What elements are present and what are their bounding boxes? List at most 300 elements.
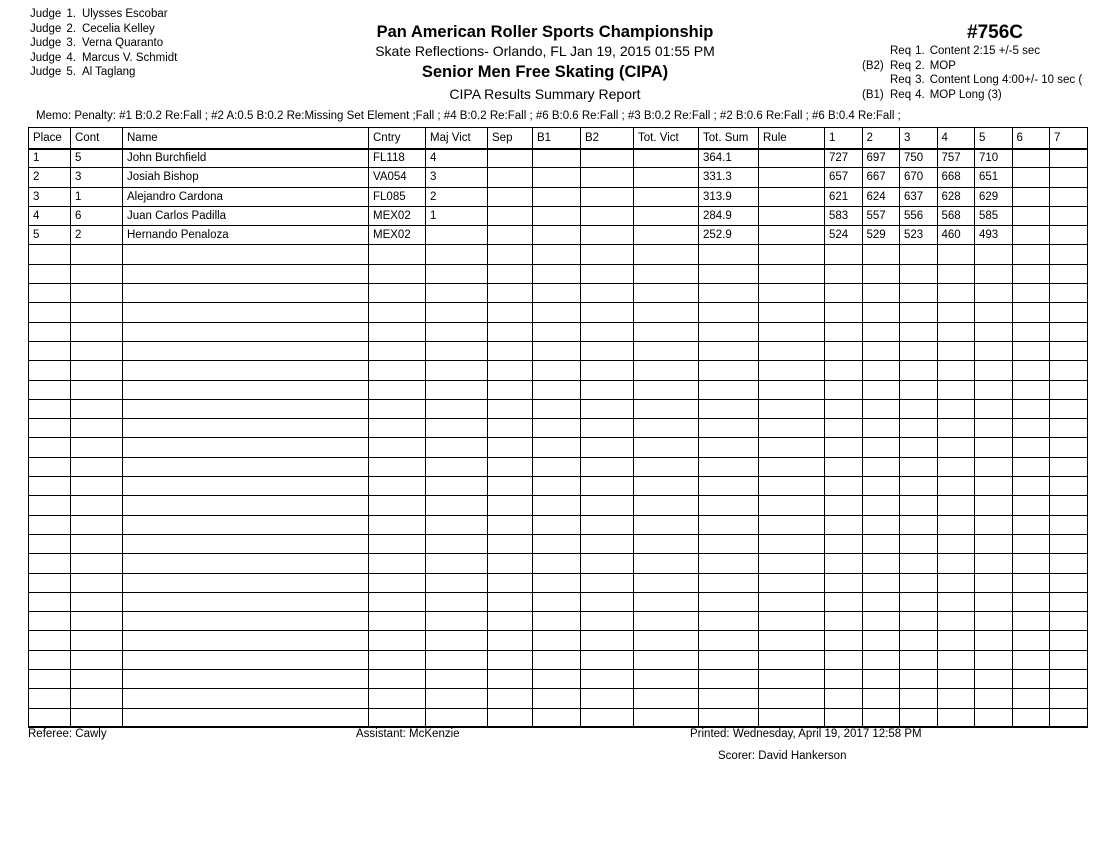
cell-empty xyxy=(123,380,369,399)
judge-number: 1. xyxy=(66,8,76,20)
cell-judge-score-2: 557 xyxy=(862,206,900,225)
cell-empty xyxy=(71,361,123,380)
cell-empty xyxy=(759,457,825,476)
cell-empty xyxy=(123,477,369,496)
cell-empty xyxy=(759,438,825,457)
cell-empty xyxy=(699,419,759,438)
cell-empty xyxy=(488,592,533,611)
cell-empty xyxy=(123,341,369,360)
cell-empty xyxy=(71,612,123,631)
cell-empty xyxy=(634,361,699,380)
cell-empty xyxy=(426,650,488,669)
cell-empty xyxy=(369,457,426,476)
cell-empty xyxy=(699,554,759,573)
column-header-5: 5 xyxy=(975,128,1013,149)
table-row xyxy=(29,149,1088,168)
cell-empty xyxy=(1050,612,1088,631)
cell-empty xyxy=(1050,670,1088,689)
cell-judge-score-5: 710 xyxy=(975,149,1013,168)
cell-empty xyxy=(699,515,759,534)
cell-judge-score-4: 668 xyxy=(937,168,975,187)
cell-empty xyxy=(488,322,533,341)
cell-judge-score-4: 460 xyxy=(937,226,975,245)
cell-empty xyxy=(369,322,426,341)
cell-judge-score-7 xyxy=(1050,149,1088,168)
cell-empty xyxy=(825,322,863,341)
cell-empty xyxy=(862,496,900,515)
cell-empty xyxy=(900,303,938,322)
cell-empty xyxy=(1050,515,1088,534)
cell-empty xyxy=(71,457,123,476)
cell-empty xyxy=(1050,573,1088,592)
cell-empty xyxy=(975,477,1013,496)
cell-cont: 3 xyxy=(71,168,123,187)
cell-empty xyxy=(426,515,488,534)
cell-empty xyxy=(123,419,369,438)
cell-empty xyxy=(759,708,825,727)
cell-empty xyxy=(825,419,863,438)
cell-maj-vict: 1 xyxy=(426,206,488,225)
cell-sep xyxy=(488,226,533,245)
cell-judge-score-5: 493 xyxy=(975,226,1013,245)
table-row-empty xyxy=(29,264,1088,283)
cell-empty xyxy=(29,380,71,399)
cell-judge-score-6 xyxy=(1012,226,1050,245)
cell-empty xyxy=(581,554,634,573)
cell-empty xyxy=(533,573,581,592)
cell-empty xyxy=(975,554,1013,573)
cell-empty xyxy=(975,341,1013,360)
cell-empty xyxy=(1050,554,1088,573)
column-header-2: 2 xyxy=(862,128,900,149)
cell-empty xyxy=(825,689,863,708)
cell-empty xyxy=(1012,303,1050,322)
cell-empty xyxy=(123,554,369,573)
cell-empty xyxy=(581,496,634,515)
column-header-3: 3 xyxy=(900,128,938,149)
cell-empty xyxy=(900,341,938,360)
table-row-empty xyxy=(29,380,1088,399)
cell-empty xyxy=(533,457,581,476)
cell-empty xyxy=(29,361,71,380)
cell-empty xyxy=(123,650,369,669)
cell-empty xyxy=(29,496,71,515)
requirement-text: MOP xyxy=(929,59,956,72)
cell-empty xyxy=(900,322,938,341)
cell-empty xyxy=(123,573,369,592)
cell-empty xyxy=(29,573,71,592)
cell-empty xyxy=(369,515,426,534)
results-table-body xyxy=(29,149,1088,728)
cell-empty xyxy=(123,322,369,341)
cell-judge-score-6 xyxy=(1012,168,1050,187)
cell-empty xyxy=(369,612,426,631)
cell-empty xyxy=(533,496,581,515)
cell-empty xyxy=(1050,341,1088,360)
cell-empty xyxy=(1050,631,1088,650)
cell-empty xyxy=(1050,284,1088,303)
cell-empty xyxy=(900,689,938,708)
cell-empty xyxy=(862,361,900,380)
judge-number: 2. xyxy=(66,22,76,35)
table-row-empty xyxy=(29,708,1088,727)
cell-empty xyxy=(369,438,426,457)
cell-empty xyxy=(123,245,369,264)
cell-empty xyxy=(29,341,71,360)
table-row-empty xyxy=(29,419,1088,438)
cell-empty xyxy=(862,284,900,303)
table-row-empty xyxy=(29,612,1088,631)
cell-empty xyxy=(426,341,488,360)
cell-empty xyxy=(581,399,634,418)
cell-empty xyxy=(426,670,488,689)
cell-empty xyxy=(29,689,71,708)
cell-empty xyxy=(699,708,759,727)
cell-empty xyxy=(71,264,123,283)
cell-empty xyxy=(699,496,759,515)
cell-empty xyxy=(825,515,863,534)
cell-empty xyxy=(937,264,975,283)
cell-empty xyxy=(900,650,938,669)
cell-judge-score-2: 697 xyxy=(862,149,900,168)
memo-line: Memo: Penalty: #1 B:0.2 Re:Fall ; #2 A:0.5 B:0.2 Re:Missing Set Element ;Fall ; #4 B:0.2 Re:Fall ; #6 B:0.6 Re:Fall ; #3 B:0.2 Re:Fall ; #2 B:0.6 Re:Fall ; #6 B:0.4 Re:Fall ; xyxy=(36,110,901,122)
cell-empty xyxy=(426,399,488,418)
requirement-entry xyxy=(862,59,1100,74)
cell-empty xyxy=(29,592,71,611)
column-header-4: 4 xyxy=(937,128,975,149)
cell-sep xyxy=(488,149,533,168)
cell-empty xyxy=(71,573,123,592)
cell-name: John Burchfield xyxy=(123,149,369,168)
cell-place: 5 xyxy=(29,226,71,245)
cell-judge-score-6 xyxy=(1012,187,1050,206)
cell-empty xyxy=(369,534,426,553)
judge-entry xyxy=(30,51,330,66)
judge-name: Al Taglang xyxy=(81,66,136,79)
cell-cntry: FL085 xyxy=(369,187,426,206)
cell-empty xyxy=(975,631,1013,650)
cell-empty xyxy=(862,438,900,457)
footer-printed: Printed: Wednesday, April 19, 2017 12:58 PM xyxy=(690,728,922,740)
cell-empty xyxy=(634,612,699,631)
cell-empty xyxy=(488,264,533,283)
cell-empty xyxy=(634,592,699,611)
cell-empty xyxy=(488,341,533,360)
cell-empty xyxy=(71,399,123,418)
cell-empty xyxy=(369,245,426,264)
cell-empty xyxy=(699,477,759,496)
cell-empty xyxy=(533,264,581,283)
cell-empty xyxy=(1012,650,1050,669)
cell-empty xyxy=(123,399,369,418)
cell-empty xyxy=(862,322,900,341)
cell-empty xyxy=(71,631,123,650)
cell-empty xyxy=(533,612,581,631)
cell-rule xyxy=(759,226,825,245)
cell-empty xyxy=(862,457,900,476)
cell-empty xyxy=(862,245,900,264)
cell-b2 xyxy=(581,226,634,245)
cell-empty xyxy=(533,419,581,438)
cell-empty xyxy=(699,573,759,592)
cell-empty xyxy=(699,438,759,457)
requirement-bonus-tag: (B1) xyxy=(862,88,884,101)
cell-empty xyxy=(699,399,759,418)
cell-empty xyxy=(975,245,1013,264)
cell-empty xyxy=(488,496,533,515)
cell-empty xyxy=(369,477,426,496)
cell-empty xyxy=(533,670,581,689)
cell-empty xyxy=(533,477,581,496)
cell-empty xyxy=(862,380,900,399)
judges-panel xyxy=(30,7,330,80)
cell-empty xyxy=(862,650,900,669)
cell-empty xyxy=(825,708,863,727)
cell-name: Juan Carlos Padilla xyxy=(123,206,369,225)
cell-empty xyxy=(426,477,488,496)
cell-empty xyxy=(29,650,71,669)
requirement-number: 4. xyxy=(915,88,925,101)
judge-entry xyxy=(30,65,330,80)
cell-empty xyxy=(699,689,759,708)
cell-empty xyxy=(975,573,1013,592)
cell-empty xyxy=(1050,457,1088,476)
cell-empty xyxy=(581,534,634,553)
cell-b1 xyxy=(533,168,581,187)
cell-empty xyxy=(825,264,863,283)
cell-empty xyxy=(71,322,123,341)
judge-number: 4. xyxy=(66,51,76,64)
cell-empty xyxy=(123,689,369,708)
cell-empty xyxy=(581,612,634,631)
cell-place: 1 xyxy=(29,149,71,168)
table-row xyxy=(29,206,1088,225)
column-header-6: 6 xyxy=(1012,128,1050,149)
cell-empty xyxy=(369,380,426,399)
cell-empty xyxy=(71,438,123,457)
cell-empty xyxy=(533,399,581,418)
cell-empty xyxy=(900,515,938,534)
cell-empty xyxy=(825,303,863,322)
cell-judge-score-7 xyxy=(1050,206,1088,225)
cell-empty xyxy=(426,592,488,611)
cell-empty xyxy=(825,534,863,553)
cell-empty xyxy=(937,515,975,534)
column-header-tot-vict: Tot. Vict xyxy=(634,128,699,149)
cell-empty xyxy=(699,631,759,650)
cell-empty xyxy=(975,650,1013,669)
cell-empty xyxy=(862,689,900,708)
cell-empty xyxy=(123,515,369,534)
cell-empty xyxy=(1050,245,1088,264)
cell-empty xyxy=(581,264,634,283)
cell-empty xyxy=(29,708,71,727)
cell-empty xyxy=(581,670,634,689)
cell-empty xyxy=(900,264,938,283)
requirements-panel xyxy=(862,44,1100,102)
column-header-7: 7 xyxy=(1050,128,1088,149)
cell-empty xyxy=(533,303,581,322)
cell-empty xyxy=(581,419,634,438)
cell-empty xyxy=(759,361,825,380)
cell-empty xyxy=(123,631,369,650)
cell-judge-score-1: 583 xyxy=(825,206,863,225)
cell-empty xyxy=(862,592,900,611)
cell-empty xyxy=(937,631,975,650)
cell-empty xyxy=(634,689,699,708)
cell-judge-score-2: 667 xyxy=(862,168,900,187)
cell-empty xyxy=(533,650,581,669)
cell-empty xyxy=(634,631,699,650)
cell-judge-score-7 xyxy=(1050,168,1088,187)
table-row-empty xyxy=(29,361,1088,380)
requirement-entry xyxy=(862,88,1100,103)
cell-empty xyxy=(71,554,123,573)
cell-empty xyxy=(426,612,488,631)
cell-empty xyxy=(1012,264,1050,283)
cell-empty xyxy=(699,650,759,669)
cell-empty xyxy=(937,419,975,438)
requirement-bonus-tag: (B2) xyxy=(862,59,884,72)
cell-empty xyxy=(937,689,975,708)
cell-empty xyxy=(900,361,938,380)
judge-label: Judge xyxy=(30,51,62,64)
cell-empty xyxy=(581,573,634,592)
cell-empty xyxy=(71,650,123,669)
cell-rule xyxy=(759,149,825,168)
cell-empty xyxy=(937,303,975,322)
table-row-empty xyxy=(29,534,1088,553)
cell-empty xyxy=(426,322,488,341)
cell-empty xyxy=(862,477,900,496)
cell-empty xyxy=(426,361,488,380)
cell-empty xyxy=(825,361,863,380)
table-row-empty xyxy=(29,399,1088,418)
cell-empty xyxy=(937,496,975,515)
cell-empty xyxy=(699,592,759,611)
table-row-empty xyxy=(29,341,1088,360)
cell-empty xyxy=(533,534,581,553)
cell-b1 xyxy=(533,187,581,206)
table-row-empty xyxy=(29,631,1088,650)
cell-empty xyxy=(759,380,825,399)
cell-empty xyxy=(581,361,634,380)
cell-b2 xyxy=(581,187,634,206)
cell-empty xyxy=(825,573,863,592)
cell-empty xyxy=(488,534,533,553)
judge-name: Ulysses Escobar xyxy=(81,8,168,20)
cell-empty xyxy=(1012,284,1050,303)
cell-empty xyxy=(975,284,1013,303)
cell-empty xyxy=(369,264,426,283)
cell-empty xyxy=(825,631,863,650)
cell-empty xyxy=(937,573,975,592)
cell-tot-vict xyxy=(634,168,699,187)
cell-empty xyxy=(862,341,900,360)
cell-empty xyxy=(123,303,369,322)
cell-judge-score-5: 651 xyxy=(975,168,1013,187)
cell-tot-vict xyxy=(634,226,699,245)
table-row-empty xyxy=(29,496,1088,515)
cell-judge-score-1: 727 xyxy=(825,149,863,168)
cell-empty xyxy=(937,670,975,689)
cell-empty xyxy=(426,689,488,708)
cell-empty xyxy=(825,457,863,476)
cell-empty xyxy=(759,322,825,341)
cell-empty xyxy=(533,322,581,341)
judge-label: Judge xyxy=(30,37,62,50)
cell-empty xyxy=(699,534,759,553)
judge-number: 3. xyxy=(66,37,76,50)
cell-empty xyxy=(533,245,581,264)
cell-empty xyxy=(1012,708,1050,727)
cell-empty xyxy=(1012,573,1050,592)
cell-empty xyxy=(937,380,975,399)
requirement-text: Content Long 4:00+/- 10 sec ( xyxy=(929,74,1083,86)
cell-empty xyxy=(759,573,825,592)
cell-empty xyxy=(975,399,1013,418)
cell-empty xyxy=(123,534,369,553)
cell-b1 xyxy=(533,226,581,245)
cell-empty xyxy=(759,612,825,631)
table-row-empty xyxy=(29,477,1088,496)
cell-tot-sum: 313.9 xyxy=(699,187,759,206)
cell-empty xyxy=(581,689,634,708)
cell-empty xyxy=(29,322,71,341)
cell-empty xyxy=(29,554,71,573)
cell-empty xyxy=(825,341,863,360)
judge-label: Judge xyxy=(30,22,62,35)
judge-entry xyxy=(30,7,330,22)
cell-empty xyxy=(1012,670,1050,689)
cell-empty xyxy=(825,284,863,303)
cell-empty xyxy=(937,612,975,631)
cell-empty xyxy=(1012,496,1050,515)
cell-b2 xyxy=(581,206,634,225)
cell-empty xyxy=(862,264,900,283)
cell-maj-vict: 4 xyxy=(426,149,488,168)
column-header-cntry: Cntry xyxy=(369,128,426,149)
cell-judge-score-2: 529 xyxy=(862,226,900,245)
cell-empty xyxy=(825,650,863,669)
cell-empty xyxy=(426,534,488,553)
cell-empty xyxy=(426,708,488,727)
cell-empty xyxy=(369,670,426,689)
cell-cont: 5 xyxy=(71,149,123,168)
requirement-number: 2. xyxy=(915,59,925,72)
cell-empty xyxy=(825,592,863,611)
cell-tot-sum: 252.9 xyxy=(699,226,759,245)
cell-judge-score-4: 568 xyxy=(937,206,975,225)
table-row-empty xyxy=(29,515,1088,534)
column-header-1: 1 xyxy=(825,128,863,149)
cell-empty xyxy=(862,708,900,727)
column-header-cont: Cont xyxy=(71,128,123,149)
cell-empty xyxy=(900,457,938,476)
cell-empty xyxy=(29,399,71,418)
cell-tot-vict xyxy=(634,149,699,168)
cell-empty xyxy=(634,322,699,341)
cell-empty xyxy=(634,419,699,438)
cell-empty xyxy=(369,399,426,418)
cell-empty xyxy=(825,399,863,418)
requirement-text: MOP Long (3) xyxy=(929,88,1002,101)
cell-empty xyxy=(29,457,71,476)
cell-empty xyxy=(426,554,488,573)
cell-empty xyxy=(581,515,634,534)
cell-empty xyxy=(29,534,71,553)
cell-place: 4 xyxy=(29,206,71,225)
